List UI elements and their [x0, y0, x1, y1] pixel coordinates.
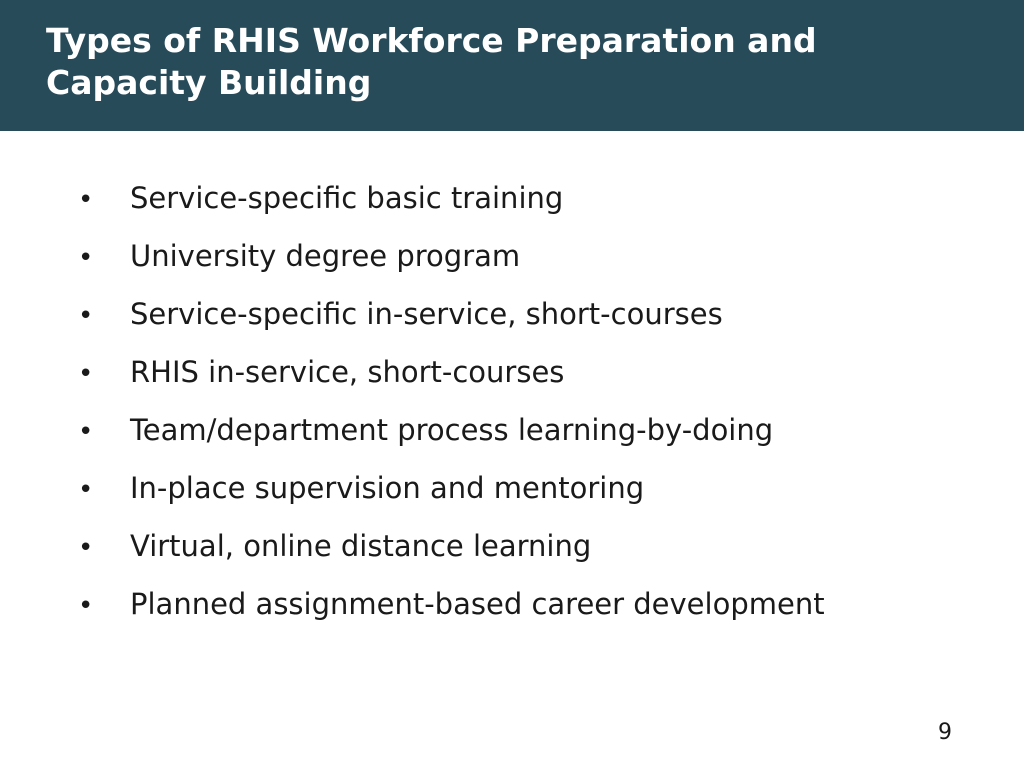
bullet-icon: • [78, 359, 94, 389]
list-item [78, 346, 825, 404]
list-item [78, 172, 825, 230]
list-item-text: In-place supervision and mentoring [130, 471, 645, 505]
list-item [78, 230, 825, 288]
slide-title: Types of RHIS Workforce Preparation and Capacity Building [46, 21, 817, 102]
bullet-icon: • [78, 185, 94, 215]
bullet-icon: • [78, 591, 94, 621]
list-item [78, 462, 825, 520]
list-item [78, 578, 825, 636]
bullet-icon: • [78, 475, 94, 505]
page-number: 9 [938, 720, 952, 745]
list-item-text: Planned assignment-based career development [130, 587, 825, 621]
bullet-list [78, 172, 825, 636]
title-bar [0, 0, 1024, 131]
list-item [78, 404, 825, 462]
bullet-icon: • [78, 533, 94, 563]
bullet-icon: • [78, 243, 94, 273]
list-item-text: RHIS in-service, short-courses [130, 355, 565, 389]
list-item-text: Service-specific basic training [130, 181, 564, 215]
list-item-text: Virtual, online distance learning [130, 529, 592, 563]
list-item-text: University degree program [130, 239, 521, 273]
bullet-icon: • [78, 301, 94, 331]
list-item-text: Service-specific in-service, short-courses [130, 297, 723, 331]
list-item-text: Team/department process learning-by-doing [130, 413, 774, 447]
list-item [78, 520, 825, 578]
bullet-icon: • [78, 417, 94, 447]
list-item [78, 288, 825, 346]
